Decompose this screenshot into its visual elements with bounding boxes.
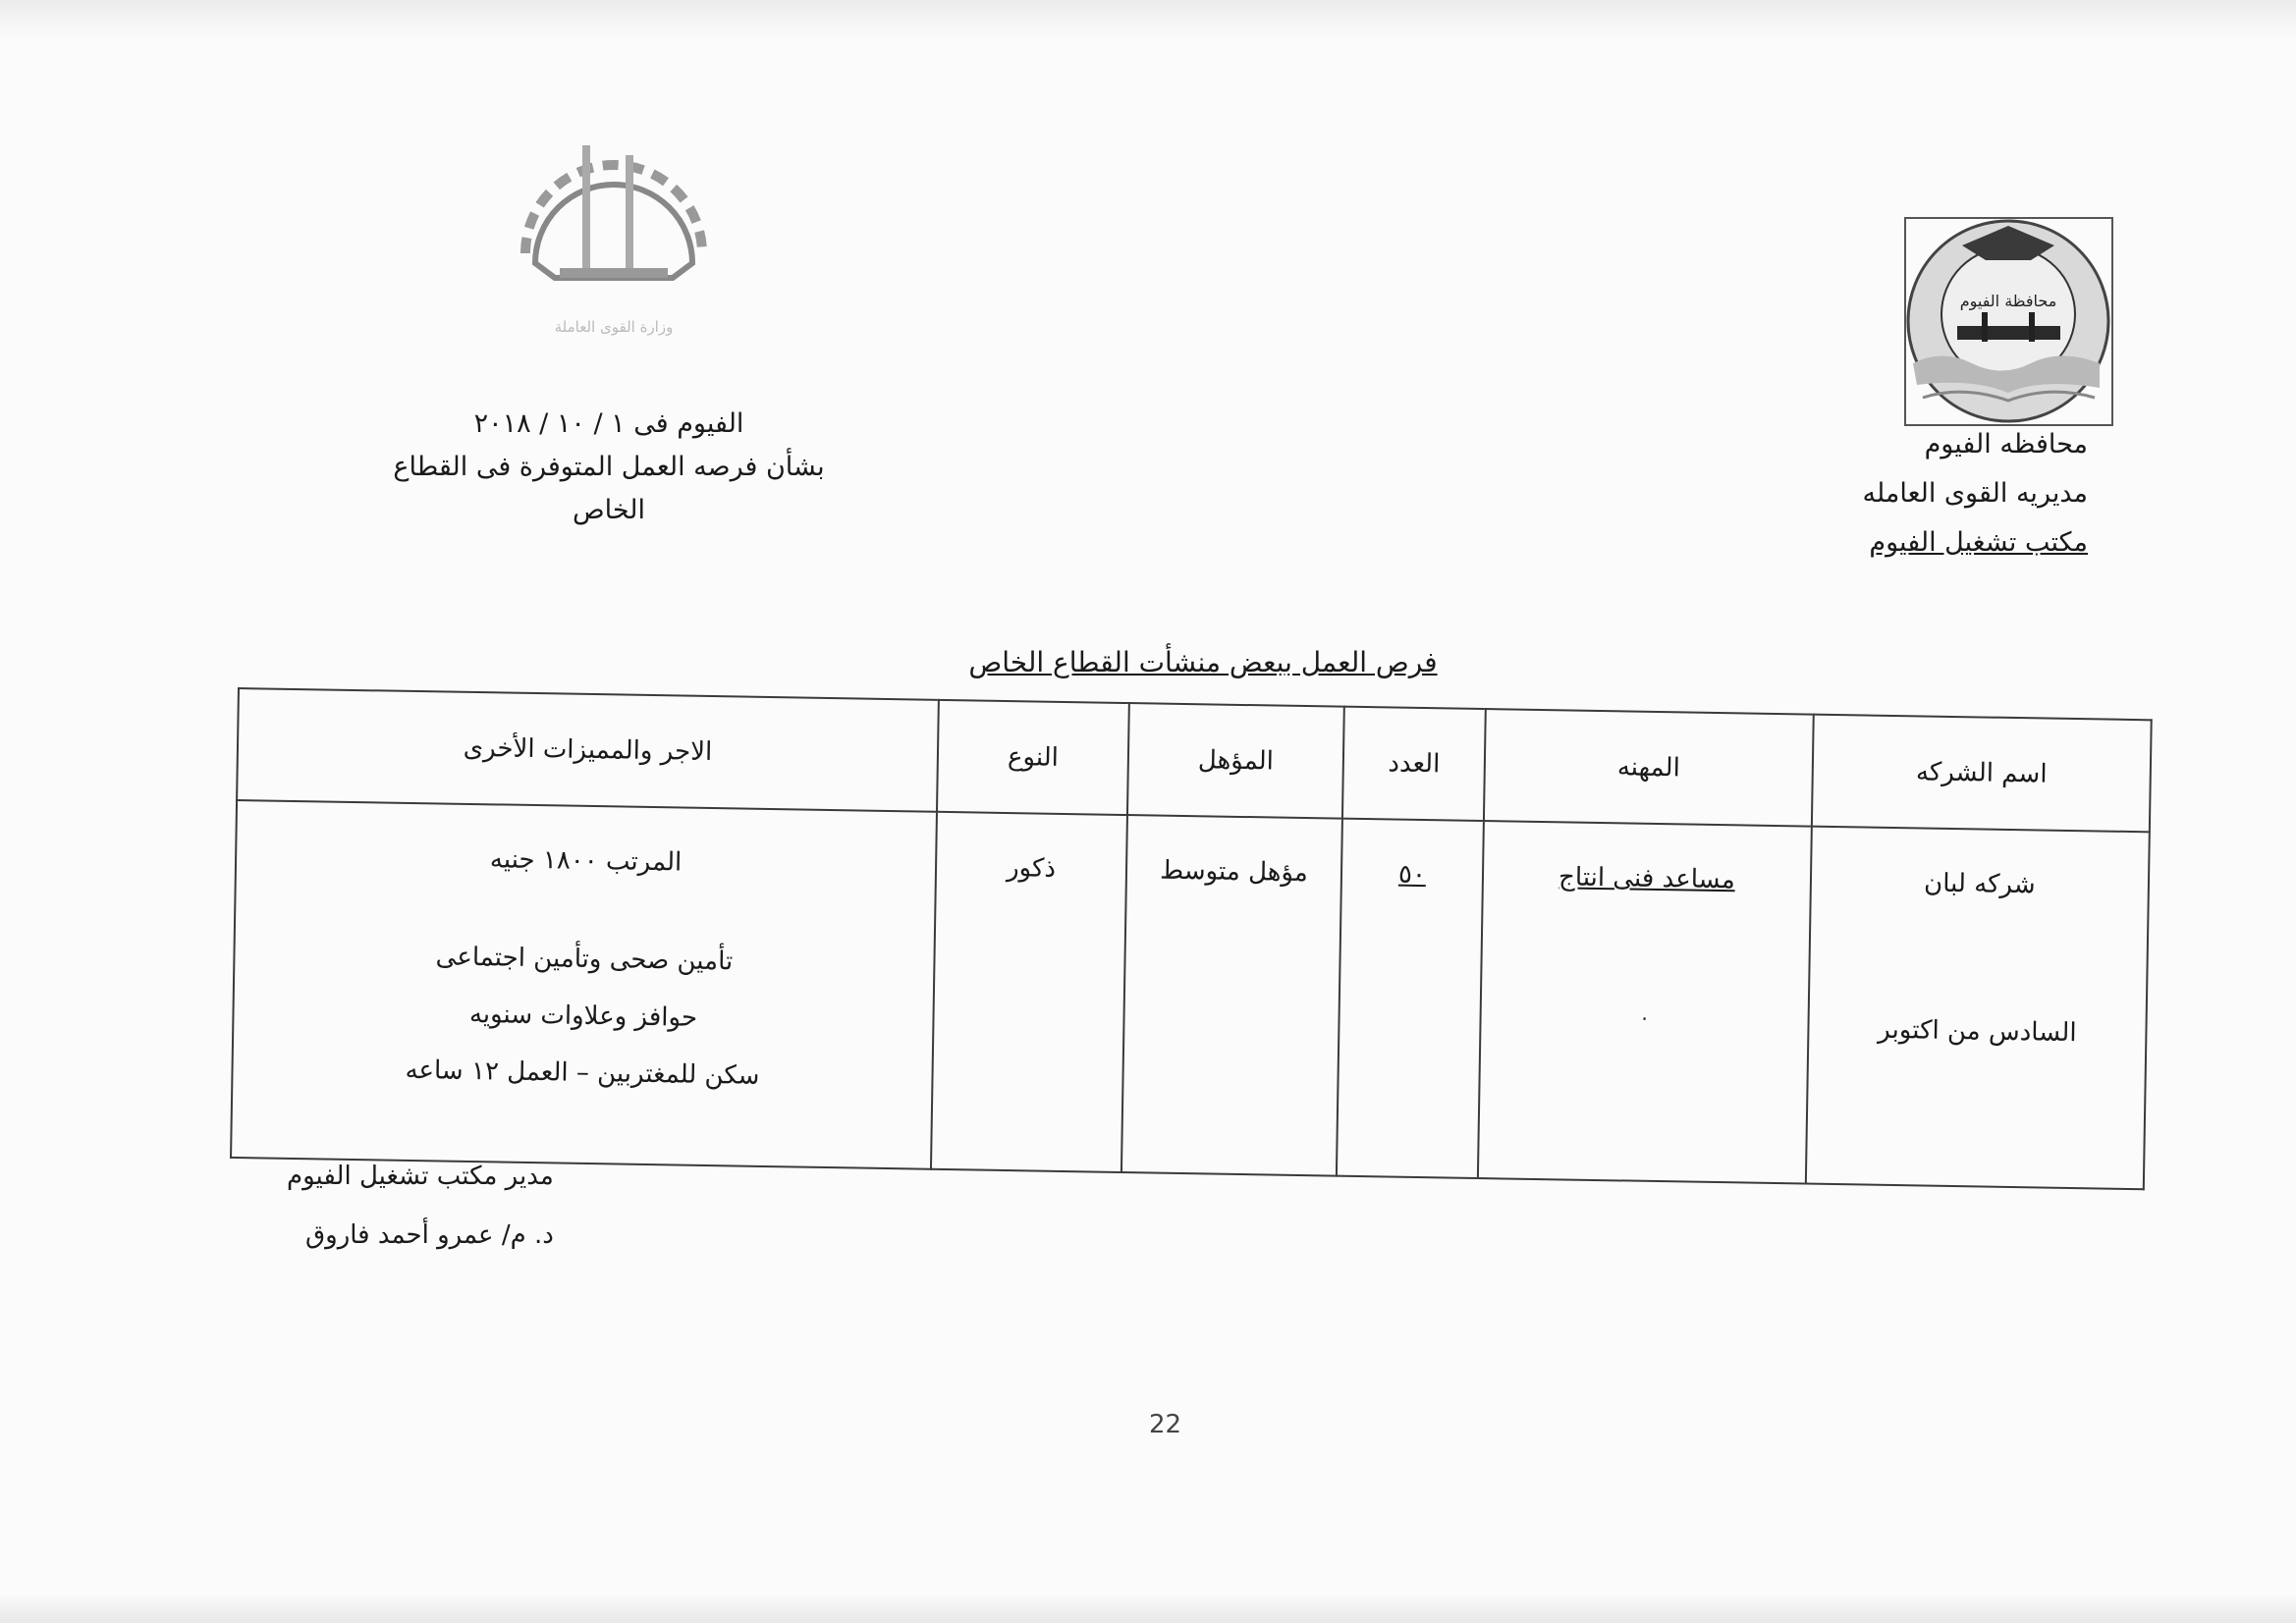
benefit-incentives: حوافز وعلاوات سنويه [468, 999, 698, 1033]
cell-benefits [231, 800, 937, 1169]
cell-gender [931, 812, 1127, 1172]
benefit-housing: سكن للمغتربين – العمل ١٢ ساعه [405, 1055, 760, 1091]
job-dot: . [1641, 1001, 1649, 1025]
page-number: 22 [1149, 1410, 1182, 1439]
subject-line: بشأن فرصه العمل المتوفرة فى القطاع الخاص [393, 452, 825, 525]
company-location: السادس من اكتوبر [1878, 1014, 2077, 1049]
directorate-name: مديريه القوى العامله [1862, 478, 2088, 509]
company-name: شركه لبان [1923, 868, 2036, 900]
office-name: مكتب تشغيل الفيوم [1869, 527, 2088, 558]
governorate-logo [1903, 216, 2114, 427]
header-salary: الاجر والمميزات الأخرى [237, 688, 939, 812]
header-company: اسم الشركه [1812, 715, 2152, 833]
job-title: مساعد فنى انتاج [1558, 862, 1736, 895]
governorate-logo-text: محافظة الفيوم [1959, 292, 2057, 310]
cell-company [1806, 827, 2150, 1190]
cell-qualification [1121, 815, 1342, 1176]
table-row [231, 800, 2150, 1189]
cell-count [1337, 819, 1484, 1178]
date-line: الفيوم فى ١ / ١٠ / ٢٠١٨ [473, 408, 744, 439]
governorate-name: محافظه الفيوم [1924, 429, 2088, 460]
benefit-insurance: تأمين صحى وتأمين اجتماعى [435, 942, 734, 977]
signature-name: د. م/ عمرو أحمد فاروق [304, 1220, 554, 1250]
letter-header [354, 403, 864, 532]
header-gender: النوع [937, 700, 1129, 815]
page-title: فرص العمل ببعض منشأت القطاع الخاص [968, 646, 1438, 678]
header-job: المهنه [1484, 709, 1814, 827]
ministry-logo [506, 126, 722, 352]
benefit-salary: المرتب ١٨٠٠ جنيه [489, 844, 683, 878]
gender-value: ذكور [1006, 853, 1057, 884]
jobs-table [230, 687, 2153, 1190]
header-count: العدد [1342, 707, 1486, 821]
cell-job [1478, 821, 1812, 1183]
header-qualification: المؤهل [1127, 703, 1344, 819]
signature-title: مدير مكتب تشغيل الفيوم [287, 1162, 554, 1191]
scan-shadow-top [0, 0, 2296, 39]
ministry-logo-text: وزارة القوى العاملة [554, 318, 674, 336]
office-header [1862, 420, 2088, 568]
jobs-table-wrapper [230, 687, 2153, 1190]
signature-block [287, 1147, 554, 1265]
qualification-value: مؤهل متوسط [1159, 855, 1309, 889]
job-count: ٥٠ [1397, 859, 1427, 891]
scan-shadow-bottom [0, 1594, 2296, 1623]
